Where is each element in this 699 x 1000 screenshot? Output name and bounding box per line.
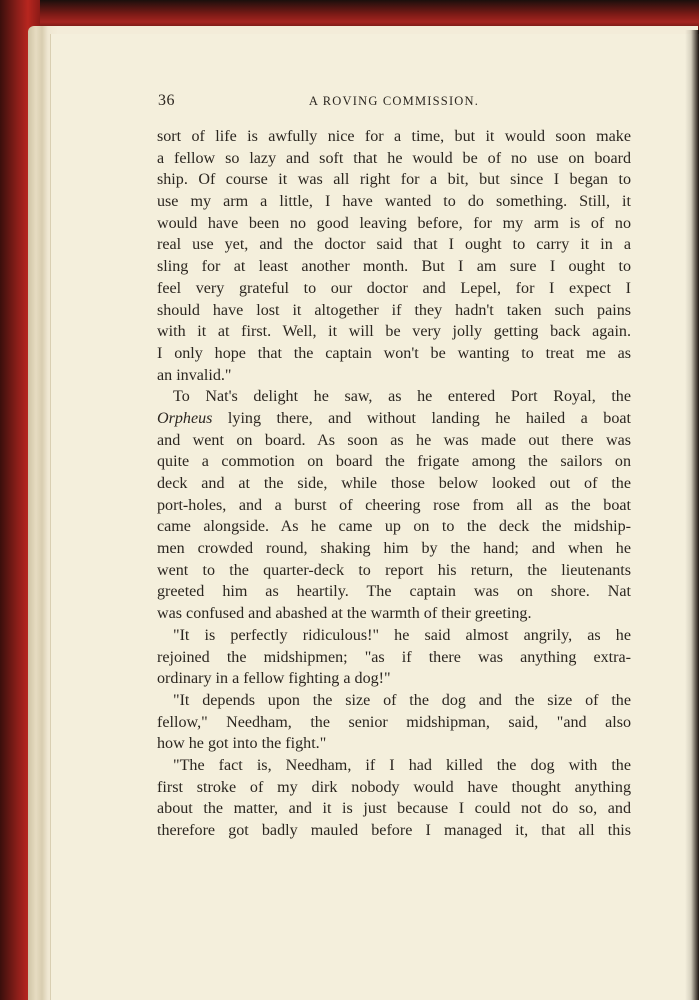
page-content	[157, 92, 631, 842]
page-header	[157, 92, 631, 116]
text-line: I only hope that the captain won't be wanting to treat me as	[157, 344, 631, 362]
text-line: how he got into the fight."	[157, 735, 327, 753]
text-line: a fellow so lazy and soft that he would be of no use on board	[157, 149, 631, 167]
page-number: 36	[158, 92, 175, 109]
text-line: real use yet, and the doctor said that I ought to carry it in a	[157, 236, 631, 254]
text-line: about the matter, and it is just because I could not do so, and	[157, 800, 631, 818]
text-line: therefore got badly mauled before I managed it, that all this	[157, 822, 631, 839]
page-right-shadow	[685, 30, 699, 1000]
text-line: "The fact is, Needham, if I had killed the dog with the	[173, 756, 631, 774]
text-line: came alongside. As he came up on to the deck the midship-	[157, 518, 631, 536]
text-line: sling for at least another month. But I am sure I ought to	[157, 258, 631, 276]
text-line: To Nat's delight he saw, as he entered Port Royal, the	[173, 388, 631, 406]
text-line: quite a commotion on board the frigate among the sailors on	[157, 453, 631, 471]
running-title: A ROVING COMMISSION.	[308, 94, 480, 108]
text-line: should have lost it altogether if they hadn't taken such pains	[157, 301, 631, 319]
text-line: port-holes, and a burst of cheering rose from all as the boat	[157, 496, 631, 514]
ship-name: Orpheus	[157, 409, 213, 427]
text-line: with it at first. Well, it will be very jolly getting back again.	[157, 323, 631, 341]
text-line-with-ship-name	[157, 408, 631, 430]
body-text	[157, 126, 631, 842]
text-line: ship. Of course it was all right for a bit, but since I began to	[157, 171, 631, 189]
text-line: feel very grateful to our doctor and Lepel, for I expect I	[157, 279, 631, 297]
text-line: would have been no good leaving before, for my arm is of no	[157, 214, 631, 232]
text-line: rejoined the midshipmen; "as if there was anything extra-	[157, 648, 631, 666]
text-line: "It is perfectly ridiculous!" he said almost angrily, as he	[173, 626, 631, 644]
text-line: ordinary in a fellow fighting a dog!"	[157, 670, 391, 688]
text-line: went to the quarter-deck to report his return, the lieutenants	[157, 561, 631, 579]
text-fragment: lying there, and without landing he hailed a boat	[227, 409, 632, 427]
text-line: first stroke of my dirk nobody would have thought anything	[157, 778, 631, 796]
text-line: an invalid."	[157, 366, 232, 384]
text-line: and went on board. As soon as he was made out there was	[157, 431, 631, 449]
text-line: use my arm a little, I have wanted to do something. Still, it	[157, 193, 631, 211]
text-line: deck and at the side, while those below looked out of the	[157, 475, 631, 492]
text-line: fellow," Needham, the senior midshipman, said, "and also	[157, 713, 631, 731]
text-line: greeted him as heartily. The captain was on shore. Nat	[157, 583, 631, 601]
text-line: men crowded round, shaking him by the hand; and when he	[157, 540, 631, 558]
text-line: sort of life is awfully nice for a time, but it would soon make	[157, 128, 631, 145]
text-line: "It depends upon the size of the dog and the size of the	[173, 691, 631, 709]
text-line: was confused and abashed at the warmth of their greeting.	[157, 605, 532, 623]
